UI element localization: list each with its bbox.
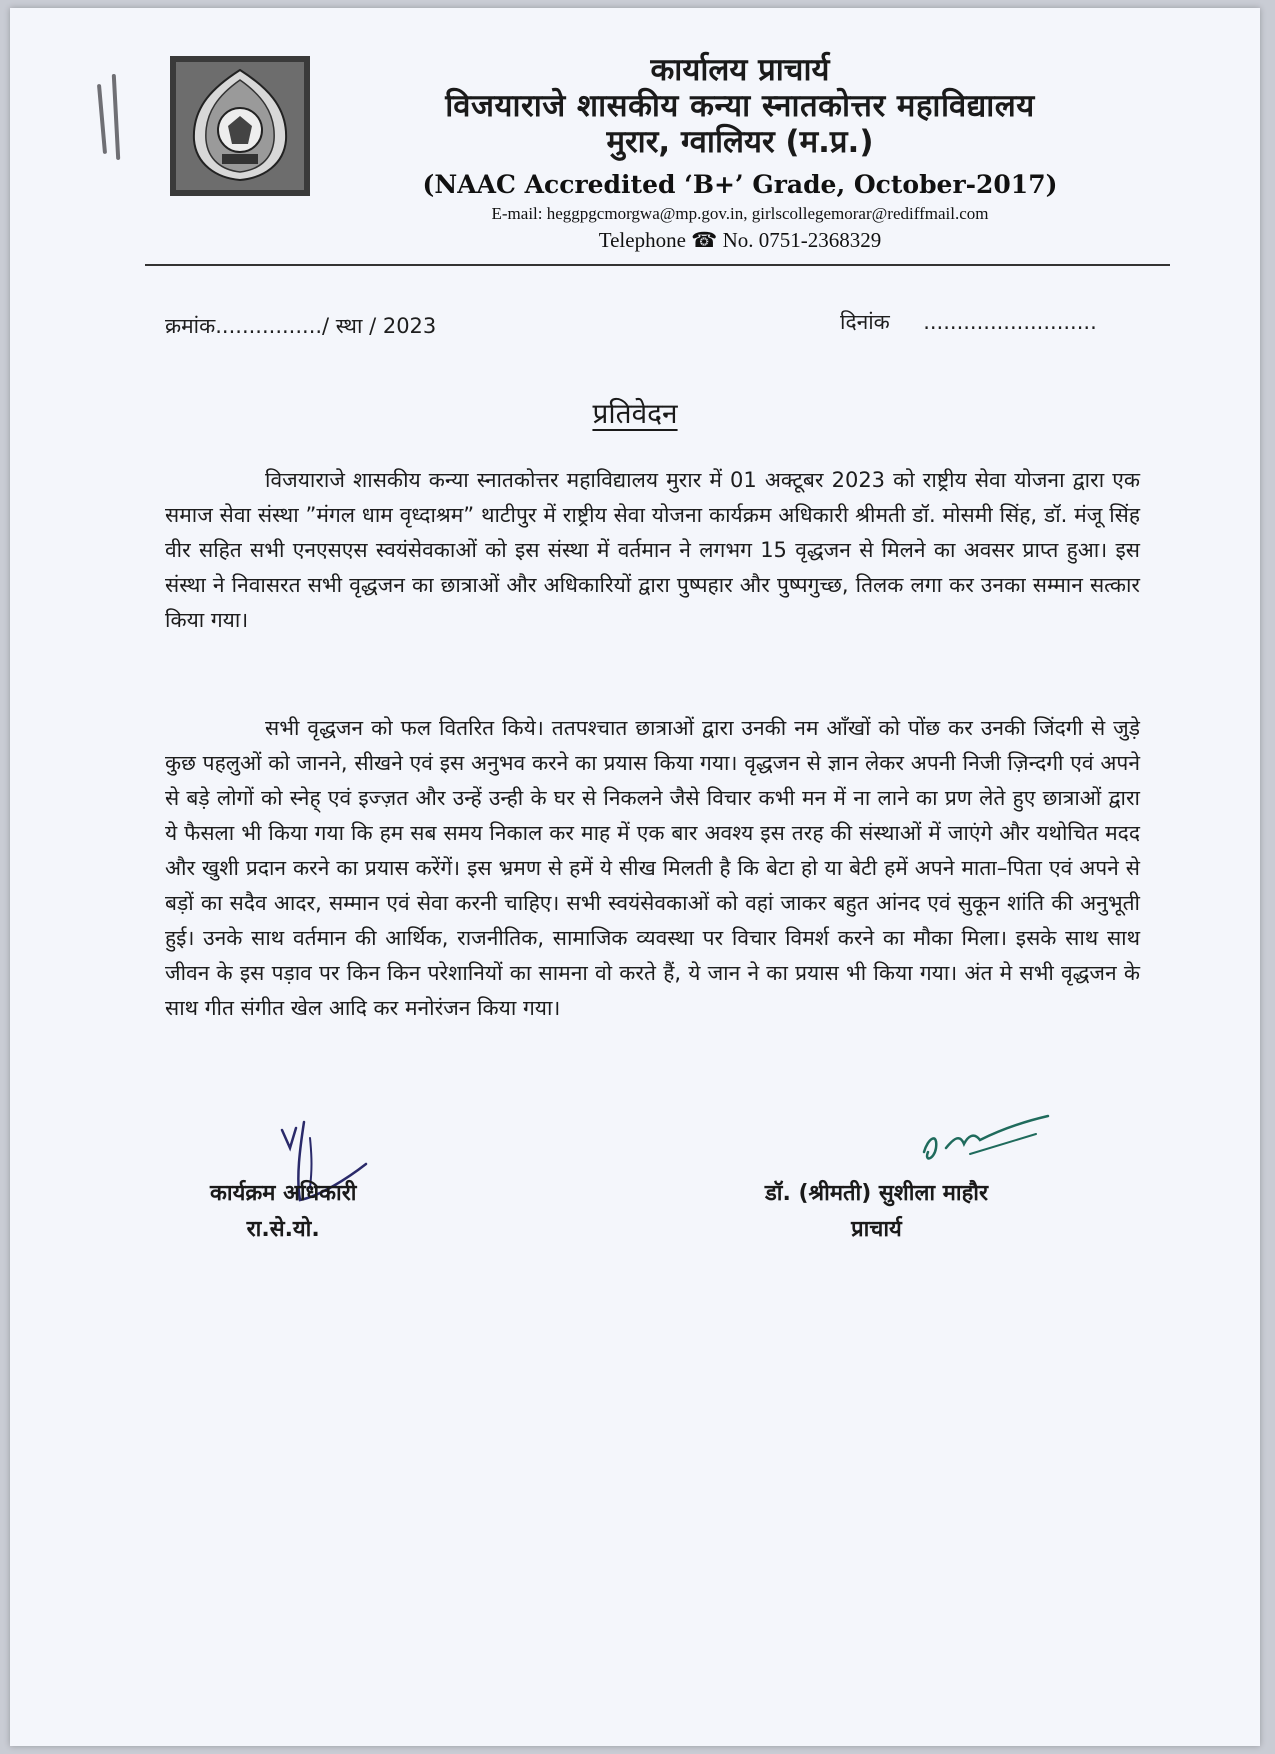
report-paragraph-2: सभी वृद्धजन को फल वितरित किये। ततपश्चात छात्राओं द्वारा उनकी नम आँखों को पोंछ कर उनकी जिंदगी से जुड़े कुछ पहलुओं को जानने, सीखने एवं इस अनुभव करने का प्रयास किया गया। वृद्धजन से ज्ञान लेकर अपनी निजी ज़िन्दगी एवं अपने से बड़े लोगों को स्नेह् एवं इज्ज़त और उन्हें उन्ही के घर से निकलने जैसे विचार कभी मन में ना लाने का प्रण लेते हुए छात्राओं द्वारा ये फैसला भी किया गया कि हम सब समय निकाल कर माह में एक बार अवश्य इस तरह की संस्थाओं में जाएंगे और यथोचित मदद और खुशी प्रदान करने का प्रयास करेंगें। इस भ्रमण से हमें ये सीख मिलती है कि बेटा हो या बेटी हमें अपने माता–पिता एवं अपने से बड़ों का सदैव आदर, सम्मान एवं सेवा करनी चाहिए। सभी स्वयंसेवकाओं को वहां जाकर बहुत आंनद एवं सुकून शांति की अनुभूती हुई। उनके साथ वर्तमान की आर्थिक, राजनीतिक, सामाजिक व्यवस्था पर विचार विमर्श करने का मौका मिला। इसके साथ साथ जीवन के इस पड़ाव पर किन किन परेशानियों का सामना वो करते हैं, ये जान ने का प्रयास भी किया गया। अंत मे सभी वृद्धजन के साथ गीत संगीत खेल आदि कर मनोरंजन किया गया।: [165, 716, 1140, 1020]
telephone-icon: ☎: [691, 228, 718, 252]
report-paragraph-1: विजयाराजे शासकीय कन्या स्नातकोत्तर महाविद्यालय मुरार में 01 अक्टूबर 2023 को राष्ट्रीय सेवा योजना द्वारा एक समाज सेवा संस्था ”मंगल धाम वृध्दाश्रम” थाटीपुर में राष्ट्रीय सेवा योजना कार्यक्रम अधिकारी श्रीमती डॉ. मोसमी सिंह, डॉ. मंजू सिंह वीर सहित सभी एनएसएस स्वयंसेवकाओं को इस संस्था में वर्तमान ने लगभग 15 वृद्धजन से मिलने का अवसर प्राप्त हुआ। इस संस्था ने निवासरत सभी वृद्धजन का छात्राओं और अधिकारियों द्वारा पुष्पहार और पुष्पगुच्छ, तिलक लगा कर उनका सम्मान सत्कार किया गया।: [165, 468, 1140, 632]
document-page: [10, 8, 1260, 1746]
report-title-wrap: [10, 394, 1260, 432]
report-title: प्रतिवेदन: [592, 397, 678, 430]
staple-mark: [112, 74, 120, 160]
program-officer-title: कार्यक्रम अधिकारी: [210, 1181, 357, 1206]
college-name: विजयाराजे शासकीय कन्या स्नातकोत्तर महाविद्यालय: [445, 88, 1035, 124]
staple-mark: [97, 84, 107, 154]
telephone-label: Telephone: [598, 228, 686, 252]
principal-block: [765, 1176, 988, 1248]
telephone-line: [340, 228, 1140, 253]
program-officer-org: रा.से.यो.: [246, 1217, 320, 1242]
date-line: [840, 308, 1097, 336]
reference-number: क्रमांक................/ स्था / 2023: [165, 314, 437, 338]
header-divider: [145, 264, 1170, 266]
date-label: दिनांक: [840, 310, 890, 334]
college-emblem-icon: [170, 56, 310, 196]
accreditation-line: (NAAC Accredited ‘B+’ Grade, October-2017): [422, 170, 1058, 199]
principal-title: प्राचार्य: [851, 1217, 902, 1242]
date-value: ..........................: [923, 310, 1097, 334]
office-heading: कार्यालय प्राचार्य: [650, 52, 830, 88]
principal-name: डॉ. (श्रीमती) सुशीला माहौर: [765, 1181, 988, 1206]
college-location: मुरार, ग्वालियर (म.प्र.): [606, 124, 874, 160]
program-officer-block: [210, 1176, 356, 1248]
telephone-number: No. 0751-2368329: [722, 228, 882, 252]
email-line: E-mail: heggpgcmorgwa@mp.gov.in, girlscollegemorar@rediffmail.com: [491, 204, 989, 223]
principal-signature: [910, 1108, 1060, 1178]
